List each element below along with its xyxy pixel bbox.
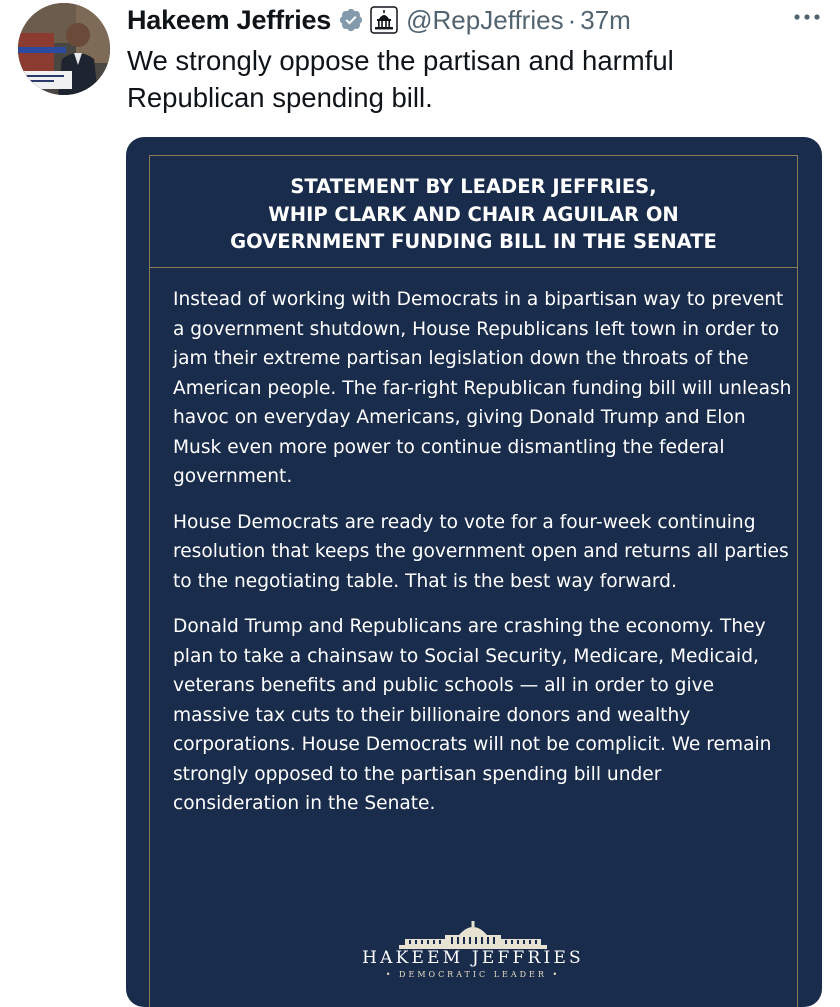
statement-title-line: WHIP CLARK AND CHAIR AGUILAR ON bbox=[268, 202, 679, 226]
statement-paragraph: House Democrats are ready to vote for a four-week continuing resolution that keeps the government open and returns all parties to the negotiating table. That is the best way forward. bbox=[173, 511, 789, 592]
tweet-text: We strongly oppose the partisan and harmful Republican spending bill. bbox=[127, 45, 674, 113]
government-capitol-badge-icon[interactable] bbox=[370, 6, 398, 34]
author-handle[interactable]: @RepJeffries bbox=[406, 4, 564, 35]
tweet-timestamp[interactable]: 37m bbox=[580, 4, 631, 35]
statement-title-line: GOVERNMENT FUNDING BILL IN THE SENATE bbox=[230, 230, 717, 253]
statement-paragraph: Donald Trump and Republicans are crashing the economy. They plan to take a chainsaw to Social Security, Medicare, Medicaid, veterans benefits and public schools — all in order to give massive tax cuts to their billionaire donors and wealthy corporations. House Democrats will not be complicit. We remain strongly opposed to the partisan spending bill under consideration in the Senate. bbox=[173, 616, 772, 814]
more-options-icon[interactable] bbox=[792, 10, 822, 24]
avatar-photo bbox=[18, 3, 110, 95]
author-display-name[interactable]: Hakeem Jeffries bbox=[127, 4, 332, 35]
avatar[interactable] bbox=[18, 3, 110, 95]
statement-paragraph: Instead of working with Democrats in a bipartisan way to prevent a government shutdown, House Republicans left town in order to jam their extreme partisan legislation down the throats of the American people. The far-right Republican funding bill will unleash havoc on everyday Americans, giving Donald Trump and Elon Musk even more power to continue dismantling the federal government. bbox=[173, 289, 792, 487]
statement-title-line: STATEMENT BY LEADER JEFFRIES, bbox=[290, 175, 657, 198]
hakeem-jeffries-logo bbox=[348, 917, 598, 987]
logo-name: HAKEEM JEFFRIES bbox=[362, 948, 584, 968]
statement-title bbox=[149, 173, 798, 256]
tweet-image-statement[interactable] bbox=[126, 137, 822, 1007]
verified-badge-icon[interactable] bbox=[338, 7, 364, 33]
header-separator: · bbox=[567, 4, 577, 35]
tweet-header bbox=[127, 0, 631, 40]
logo-subtitle: • DEMOCRATIC LEADER • bbox=[385, 970, 561, 979]
title-divider bbox=[149, 267, 798, 268]
statement-body bbox=[173, 285, 793, 835]
